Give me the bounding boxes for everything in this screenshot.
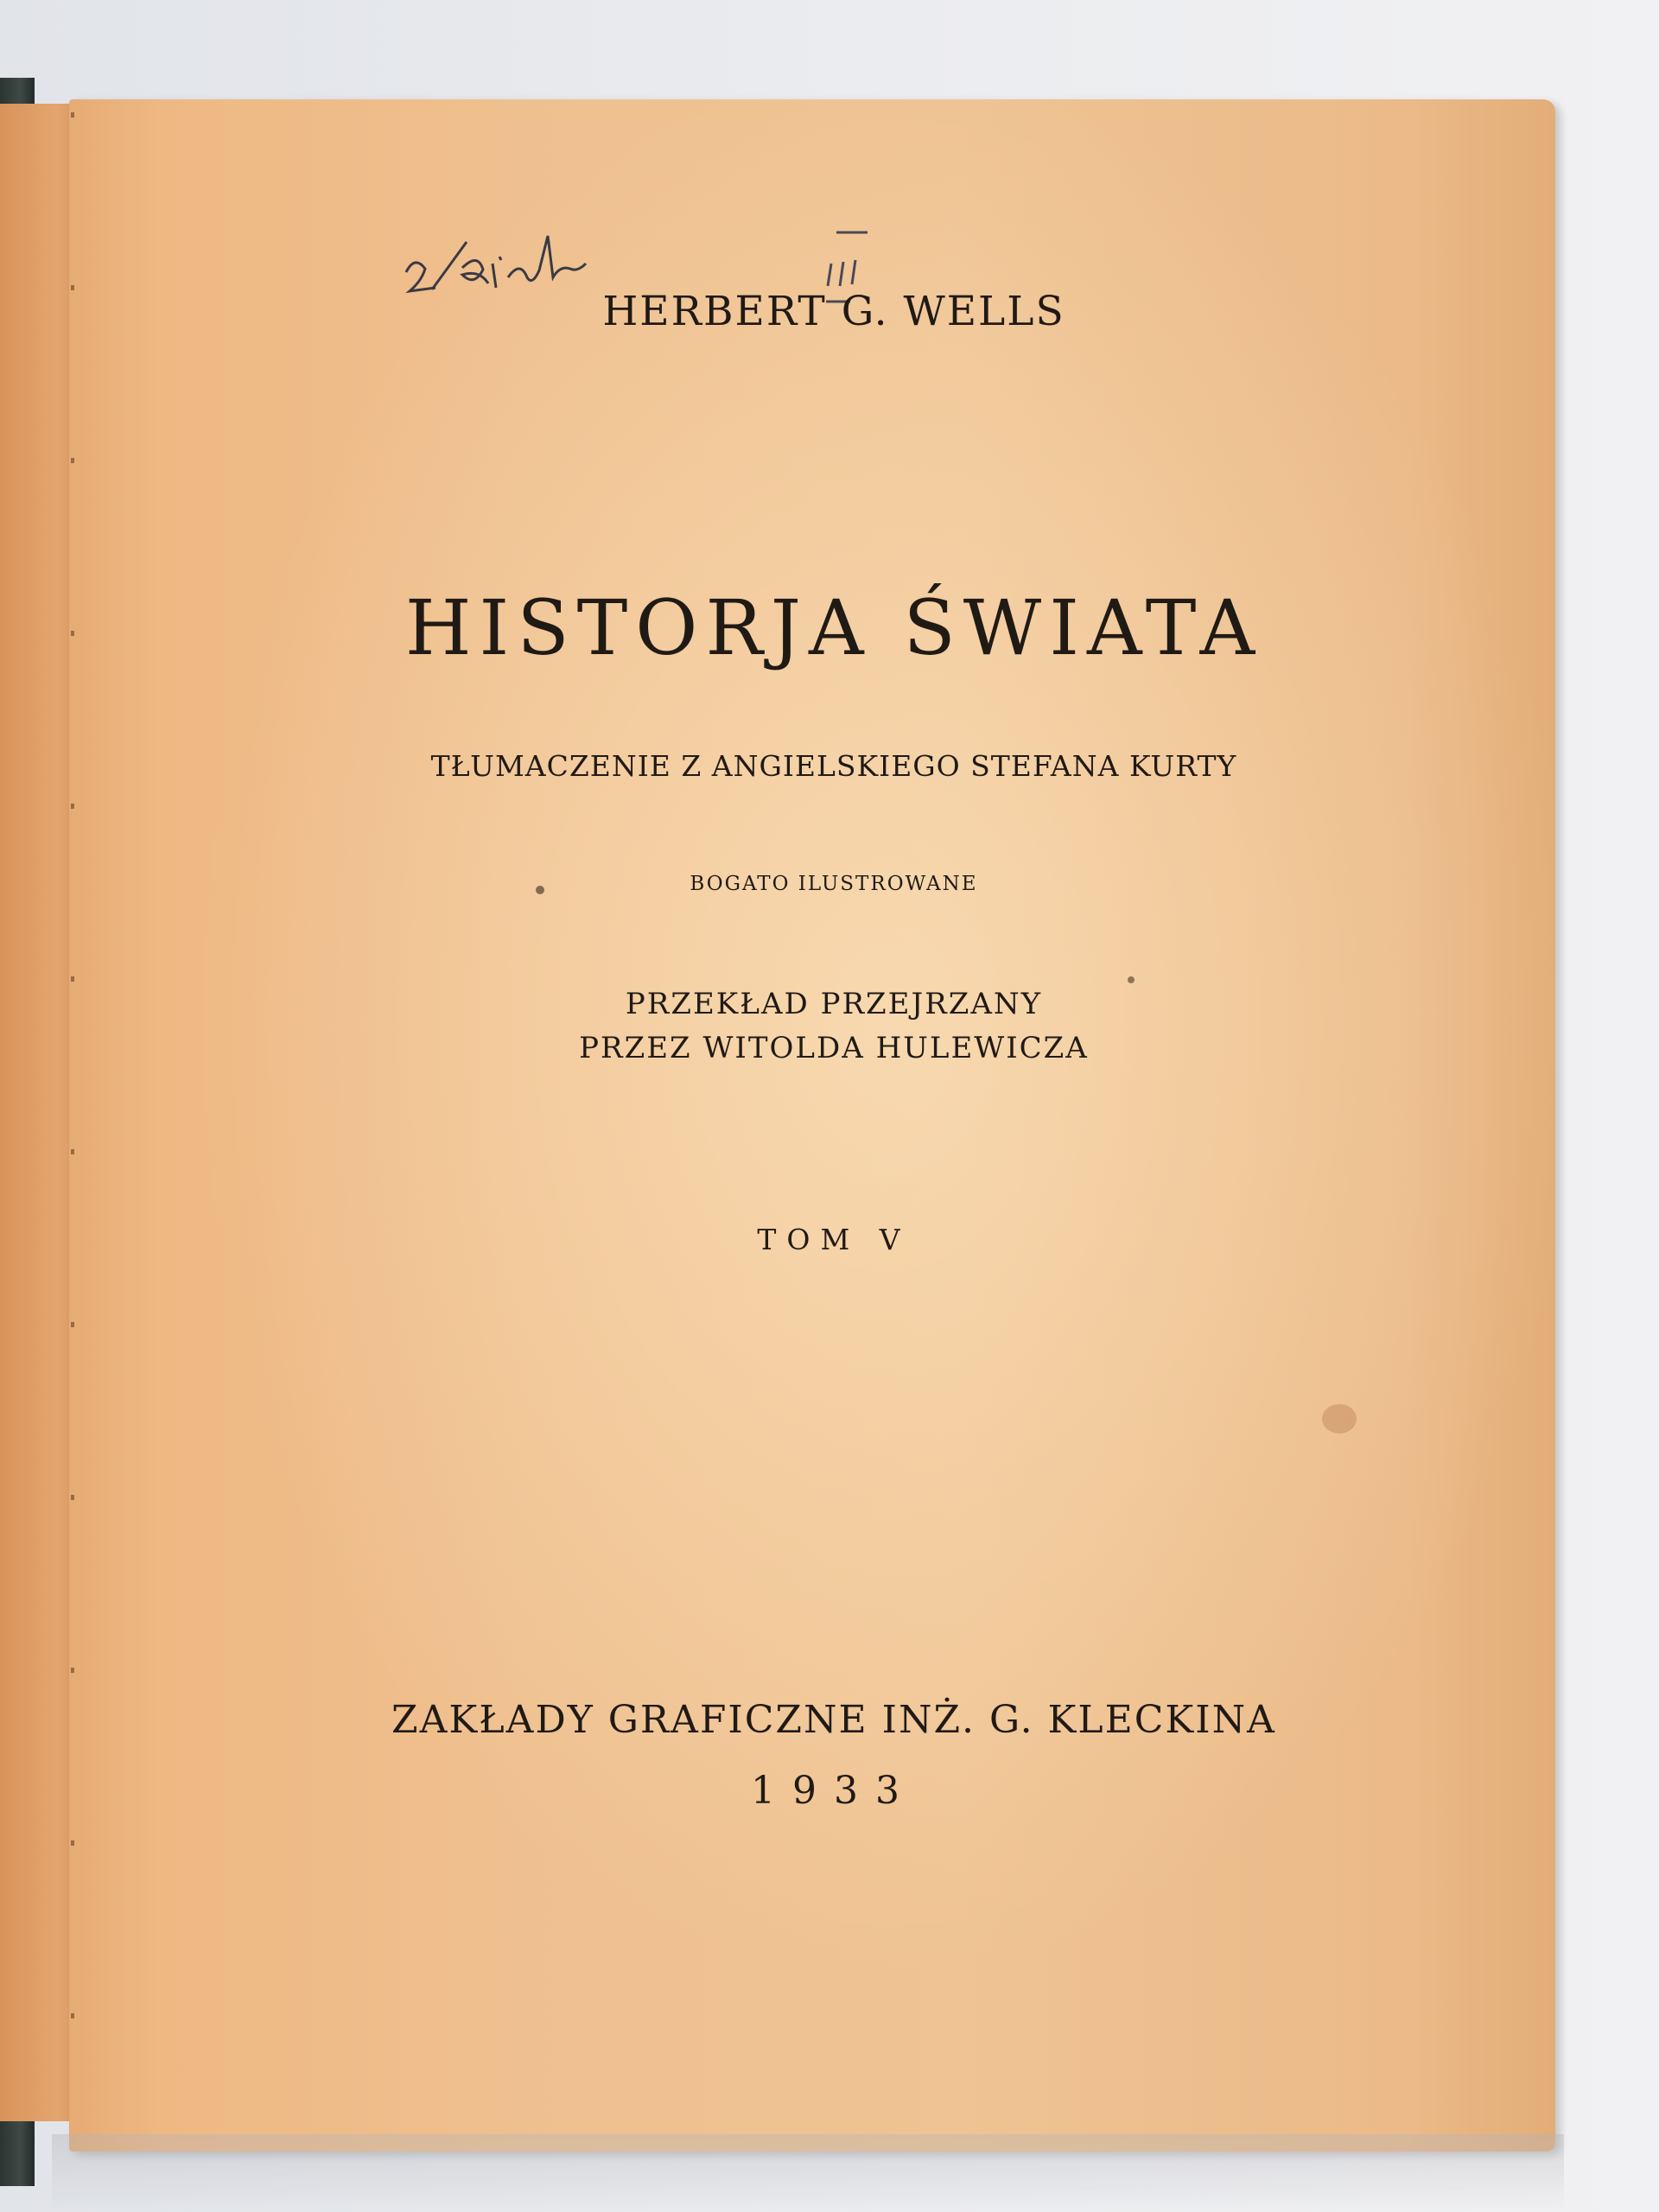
ink-speck	[1128, 976, 1135, 983]
publisher-name: ZAKŁADY GRAFICZNE INŻ. G. KLECKINA	[391, 1698, 1276, 1742]
book-title: HISTORJA ŚWIATA	[404, 583, 1263, 672]
revision-credit-line-2: PRZEZ WITOLDA HULEWICZA	[579, 1031, 1089, 1065]
title-page	[69, 99, 1555, 2152]
book-author: HERBERT G. WELLS	[602, 288, 1065, 335]
page-shadow	[52, 2134, 1564, 2212]
spine-stitching	[71, 112, 74, 2126]
translation-credit: TŁUMACZENIE Z ANGIELSKIEGO STEFANA KURTY	[430, 749, 1237, 783]
publication-year: 1933	[751, 1769, 917, 1813]
volume-number: TOM V	[757, 1223, 911, 1256]
illustration-note: BOGATO ILUSTROWANE	[690, 873, 978, 895]
paper-stain	[1322, 1404, 1357, 1433]
revision-credit-line-1: PRZEKŁAD PRZEJRZANY	[625, 987, 1043, 1021]
